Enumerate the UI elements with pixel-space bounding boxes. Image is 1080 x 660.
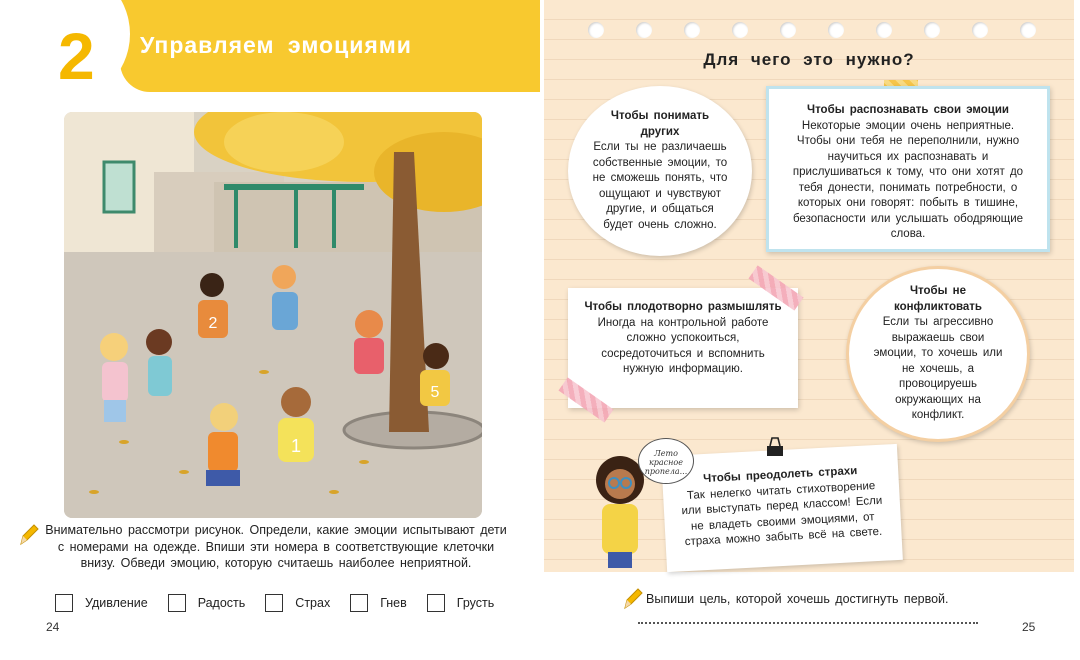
- checkbox[interactable]: [168, 594, 186, 612]
- card-avoid-conflict: [846, 266, 1030, 442]
- emotion-option-anger[interactable]: [350, 594, 407, 612]
- goal-task: Выпиши цель, которой хочешь достигнуть первой.: [646, 592, 949, 606]
- card-text: Иногда на контрольной работе сложно успокоиться, сосредоточиться и вспомнить нужную информацию.: [597, 316, 769, 375]
- chapter-title: Управляем эмоциями: [140, 32, 412, 58]
- chapter-number: 2: [58, 19, 95, 93]
- card-recognize-emotions: [766, 86, 1050, 252]
- emotion-option-fear[interactable]: [265, 594, 330, 612]
- answer-line[interactable]: [638, 622, 978, 624]
- card-title: Чтобы понимать других: [610, 110, 710, 138]
- emotion-option-surprise[interactable]: [55, 594, 148, 612]
- card-title: Чтобы распознавать свои эмоции: [807, 104, 1009, 116]
- speech-bubble: Лето красное пропела...: [638, 438, 694, 484]
- emotion-option-joy[interactable]: [168, 594, 246, 612]
- paper-hole: [636, 22, 652, 38]
- card-title: Чтобы плодотворно размышлять: [584, 301, 782, 313]
- paper-hole: [780, 22, 796, 38]
- task-instructions: Внимательно рассмотри рисунок. Определи, какие эмоции испытывают дети с номерами на одежде. Впиши эти номера в соответствующие клеточки внизу. Обведи эмоцию, которую считаешь наиболее неприятной.: [45, 523, 507, 570]
- shirt-number-2: 2: [208, 315, 218, 332]
- paper-hole: [588, 22, 604, 38]
- paper-hole: [972, 22, 988, 38]
- card-understand-others: [568, 86, 752, 256]
- paper-hole: [924, 22, 940, 38]
- schoolyard-illustration: [64, 112, 482, 518]
- checkbox[interactable]: [55, 594, 73, 612]
- pencil-icon: [622, 586, 644, 617]
- pencil-icon: [18, 522, 40, 553]
- checkbox[interactable]: [427, 594, 445, 612]
- schoolyard-drawing: [64, 112, 482, 518]
- paper-hole: [684, 22, 700, 38]
- emotion-label: Страх: [295, 596, 331, 610]
- shirt-number-5: 5: [430, 384, 440, 401]
- paper-hole: [828, 22, 844, 38]
- card-title: Чтобы не конфликтовать: [893, 285, 982, 313]
- binder-clip-icon: [764, 436, 786, 463]
- shirt-number-1: 1: [290, 436, 302, 456]
- page-number-left: 24: [46, 620, 60, 634]
- card-text: Некоторые эмоции очень неприятные. Чтобы они тебя не переполнили, нужно научиться их распознавать и прислушиваться к тому, что они хотят до тебя донести, понимать потребности, о которых они говорят: побыть в тишине, безопасности или услышать ободряющие слова.: [792, 119, 1024, 240]
- emotion-option-sadness[interactable]: [427, 594, 494, 612]
- emotion-checkboxes: [55, 594, 514, 612]
- paper-hole: [1020, 22, 1036, 38]
- card-overcome-fears: [661, 444, 903, 572]
- section-heading: Для чего это нужно?: [703, 50, 915, 69]
- checkbox[interactable]: [265, 594, 283, 612]
- emotion-label: Радость: [197, 596, 246, 610]
- card-title: Чтобы преодолеть страхи: [702, 465, 858, 486]
- paper-hole: [732, 22, 748, 38]
- card-text: Так нелегко читать стихотворение или выступать перед классом! Если не владеть своими эмоциями, от страха можно забыть всё на свете.: [681, 479, 883, 549]
- paper-hole: [876, 22, 892, 38]
- card-text: Если ты агрессивно выражаешь свои эмоции, то хочешь или не хочешь, а провоцируешь окружающих на конфликт.: [873, 316, 1003, 422]
- checkbox[interactable]: [350, 594, 368, 612]
- card-text: Если ты не различаешь собственные эмоции, то не сможешь понять, что ощущают и чувствуют другие, и общаться будет очень сложно.: [592, 141, 728, 231]
- card-think-productively: [568, 288, 798, 408]
- girl-illustration: [590, 456, 650, 577]
- emotion-label: Удивление: [85, 596, 148, 610]
- page-number-right: 25: [1022, 620, 1036, 634]
- emotion-label: Гнев: [380, 596, 407, 610]
- emotion-label: Грусть: [456, 596, 495, 610]
